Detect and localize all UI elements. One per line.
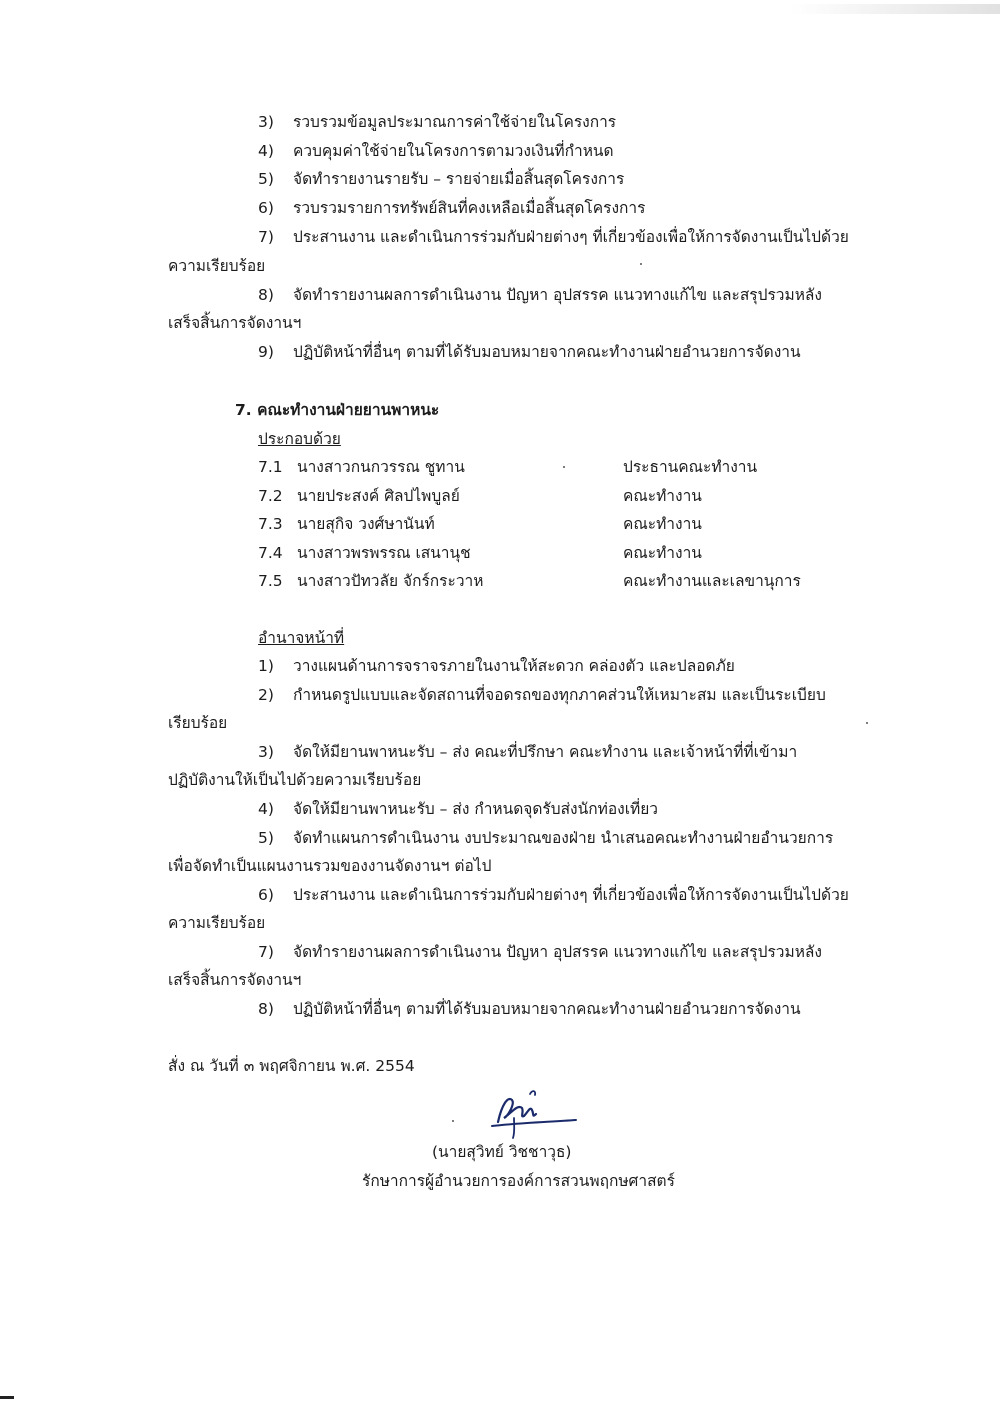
signatory-position: รักษาการผู้อำนวยการองค์การสวนพฤกษศาสตร์ [362,1172,675,1190]
duty-number: 4) [258,800,274,818]
signatory-name: (นายสุวิทย์ วิชชาวุธ) [432,1143,572,1161]
duty-number: 5) [258,829,274,847]
member-number: 7.4 [258,544,283,562]
duty-text-continuation: ความเรียบร้อย [168,914,266,932]
duty-number: 2) [258,686,274,704]
duty-number: 7) [258,228,274,246]
member-number: 7.1 [258,458,283,476]
duty-text-continuation: เรียบร้อย [168,714,228,732]
member-role: ประธานคณะทำงาน [623,458,758,476]
duty-text: วางแผนด้านการจราจรภายในงานให้สะดวก คล่องตัว และปลอดภัย [293,657,735,675]
duty-text: ปฏิบัติหน้าที่อื่นๆ ตามที่ได้รับมอบหมายจากคณะทำงานฝ่ายอำนวยการจัดงาน [293,343,801,361]
duty-text: ประสานงาน และดำเนินการร่วมกับฝ่ายต่างๆ ที่เกี่ยวข้องเพื่อให้การจัดงานเป็นไปด้วย [293,886,849,904]
duty-text: ปฏิบัติหน้าที่อื่นๆ ตามที่ได้รับมอบหมายจากคณะทำงานฝ่ายอำนวยการจัดงาน [293,1000,801,1018]
duty-text: ประสานงาน และดำเนินการร่วมกับฝ่ายต่างๆ ที่เกี่ยวข้องเพื่อให้การจัดงานเป็นไปด้วย [293,228,849,246]
member-name: นายสุกิจ วงศ์ษานันท์ [297,515,435,533]
duty-text: จัดให้มียานพาหนะรับ – ส่ง กำหนดจุดรับส่งนักท่องเที่ยว [293,800,658,818]
member-role: คณะทำงาน [623,544,702,562]
member-name: นางสาวกนกวรรณ ชูทาน [297,458,465,476]
member-role: คณะทำงาน [623,487,702,505]
duty-number: 5) [258,170,274,188]
duty-text: จัดทำรายงานรายรับ – รายจ่ายเมื่อสิ้นสุดโครงการ [293,170,625,188]
duty-text: กำหนดรูปแบบและจัดสถานที่จอดรถของทุกภาคส่วนให้เหมาะสม และเป็นระเบียบ [293,686,826,704]
duty-number: 7) [258,943,274,961]
duty-text-continuation: เพื่อจัดทำเป็นแผนงานรวมของงานจัดงานฯ ต่อไป [168,857,492,875]
duty-number: 3) [258,743,274,761]
members-label: ประกอบด้วย [258,430,341,448]
section-heading: 7. คณะทำงานฝ่ายยานพาหนะ [235,401,440,419]
member-number: 7.5 [258,572,283,590]
duty-number: 6) [258,886,274,904]
scan-smudge [790,4,1000,14]
duty-text: จัดทำแผนการดำเนินงาน งบประมาณของฝ่าย นำเสนอคณะทำงานฝ่ายอำนวยการ [293,829,834,847]
member-number: 7.2 [258,487,283,505]
scan-speck [866,722,868,724]
scan-edge-mark [0,1396,14,1399]
member-role: คณะทำงาน [623,515,702,533]
duty-number: 1) [258,657,274,675]
duty-number: 9) [258,343,274,361]
duty-number: 8) [258,286,274,304]
duty-text-continuation: เสร็จสิ้นการจัดงานฯ [168,314,302,332]
duty-text: จัดทำรายงานผลการดำเนินงาน ปัญหา อุปสรรค แนวทางแก้ไข และสรุปรวมหลัง [293,286,822,304]
member-name: นางสาวปัทวลัย จักร์กระวาห [297,572,484,590]
duty-text: รวบรวมข้อมูลประมาณการค่าใช้จ่ายในโครงการ [293,113,617,131]
duty-text: ควบคุมค่าใช้จ่ายในโครงการตามวงเงินที่กำหนด [293,142,614,160]
duty-text: จัดให้มียานพาหนะรับ – ส่ง คณะที่ปรึกษา คณะทำงาน และเจ้าหน้าที่ที่เข้ามา [293,743,798,761]
duties-label: อำนาจหน้าที่ [258,629,345,647]
duty-text-continuation: ปฏิบัติงานให้เป็นไปด้วยความเรียบร้อย [168,771,422,789]
handwritten-signature [468,1082,580,1140]
duty-text: รวบรวมรายการทรัพย์สินที่คงเหลือเมื่อสิ้นสุดโครงการ [293,199,646,217]
order-date: สั่ง ณ วันที่ ๓ พฤศจิกายน พ.ศ. 2554 [168,1057,415,1075]
member-role: คณะทำงานและเลขานุการ [623,572,801,590]
duty-text-continuation: ความเรียบร้อย [168,257,266,275]
member-number: 7.3 [258,515,283,533]
scan-speck [563,466,565,468]
member-name: นายประสงค์ ศิลปไพบูลย์ [297,487,460,505]
duty-text-continuation: เสร็จสิ้นการจัดงานฯ [168,971,302,989]
scan-speck [640,263,642,265]
duty-number: 3) [258,113,274,131]
duty-number: 4) [258,142,274,160]
duty-number: 6) [258,199,274,217]
duty-text: จัดทำรายงานผลการดำเนินงาน ปัญหา อุปสรรค แนวทางแก้ไข และสรุปรวมหลัง [293,943,822,961]
scan-speck [452,1120,454,1122]
duty-number: 8) [258,1000,274,1018]
member-name: นางสาวพรพรรณ เสนานุช [297,544,471,562]
